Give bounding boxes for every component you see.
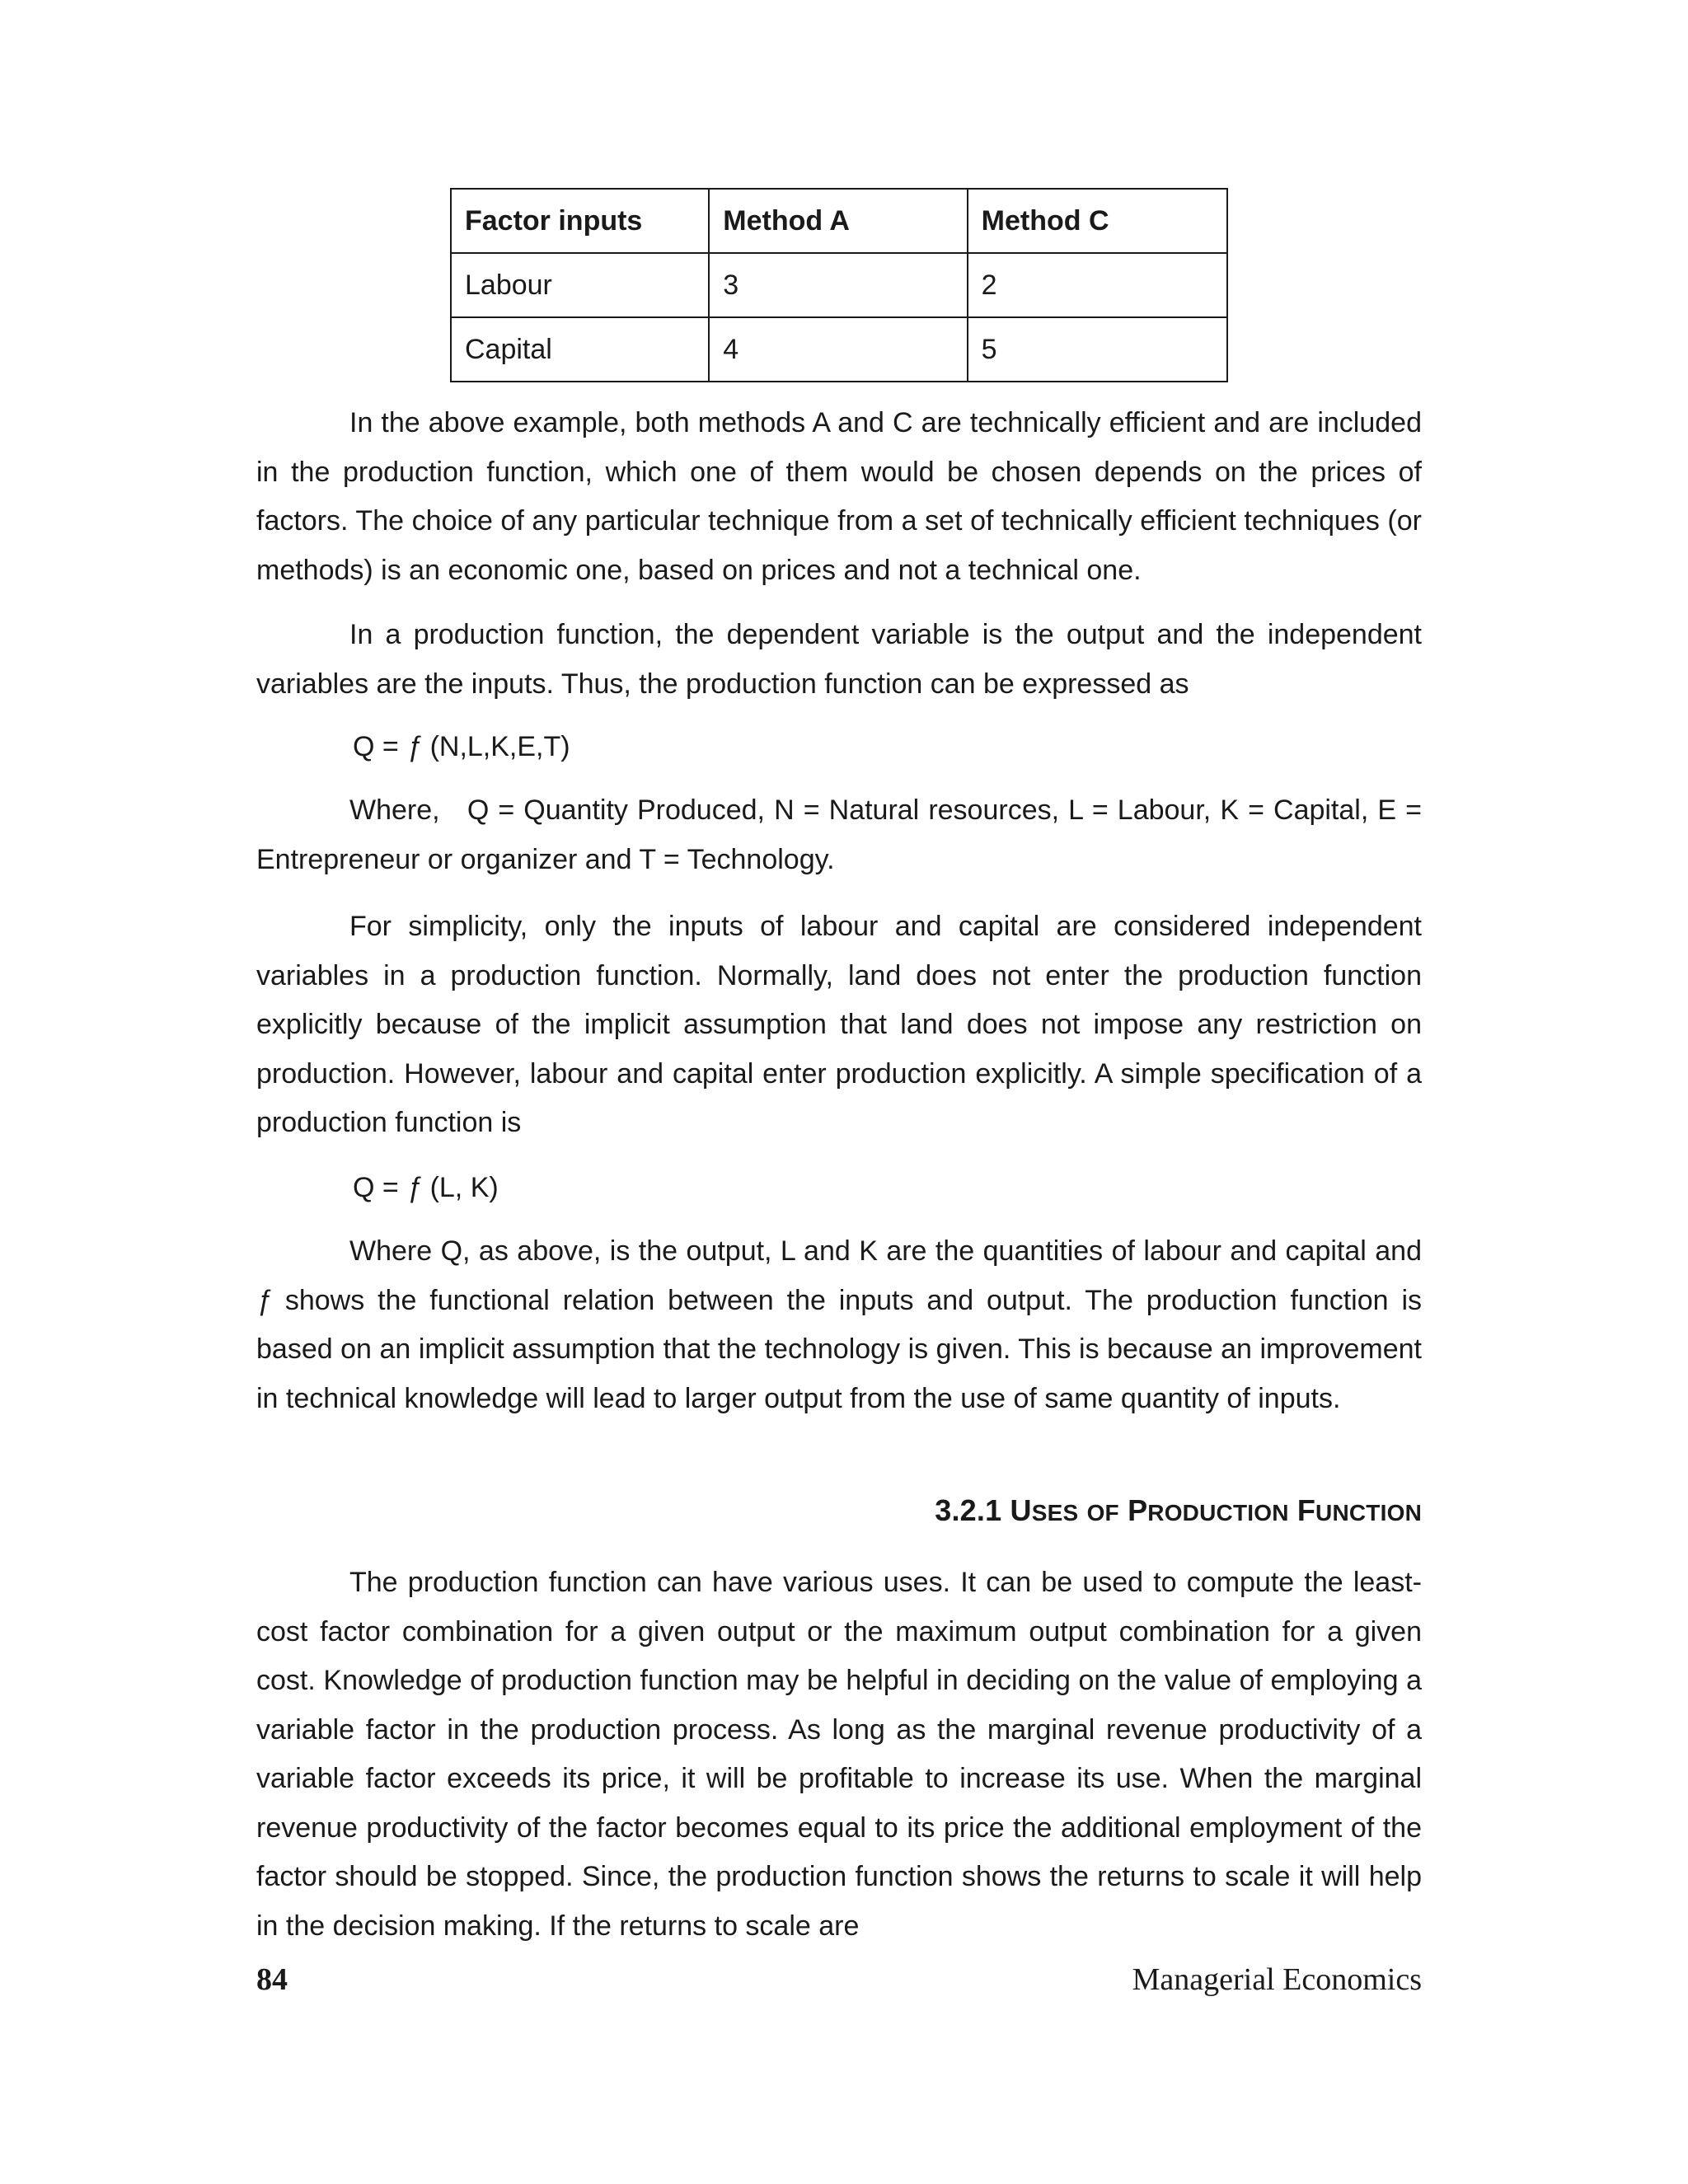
paragraph-text: The production function can have various uses. It can be used to compute the least-cost factor combination for a given output or the maximum output combination for a given cost. Knowledge of production function may be helpful in deciding on the value of employing a variable factor in the production process. As long as the marginal revenue productivity of a variable factor exceeds its price, it will be profitable to increase its use. When the marginal revenue productivity of the factor becomes equal to its price the additional employment of the factor should be stopped. Since, the production function shows the returns to scale it will help in the decision making. If the returns to scale are <box>256 1567 1422 1942</box>
paragraph-dependent-variable <box>256 611 1422 709</box>
paragraph-text: For simplicity, only the inputs of labour and capital are considered independent variables in a production function. Normally, land does not enter the production function explicitly because of the implicit assumption that land does not impose any restriction on production. However, labour and capital enter production explicitly. A simple specification of a production function is <box>256 911 1422 1138</box>
table-header-row <box>451 189 1227 253</box>
equation-lhs: Q = <box>353 1172 407 1203</box>
paragraph-segment: Where Q, as above, is the output, L and K are the quantities of labour and capital and <box>349 1235 1422 1267</box>
table-cell: Labour <box>451 253 709 317</box>
equation-lhs: Q = <box>353 731 407 762</box>
function-symbol: ƒ <box>406 731 423 762</box>
paragraph-segment: shows the functional relation between the inputs and output. The production function is based on an implicit assumption that the technology is given. This is because an improvement in technical knowledge will lead to larger output from the use of same quantity of inputs. <box>256 1284 1422 1414</box>
table-row <box>451 253 1227 317</box>
page-number: 84 <box>256 1962 288 1997</box>
paragraph-text: In the above example, both methods A and C are technically efficient and are included in the production function, which one of them would be chosen depends on the prices of factors. The choice of any particular technique from a set of technically efficient techniques (or methods) is an economic one, based on prices and not a technical one. <box>256 407 1422 586</box>
table-cell: 2 <box>968 253 1227 317</box>
paragraph-variable-definitions <box>256 786 1430 884</box>
section-heading <box>935 1493 1422 1528</box>
section-number: 3.2.1 <box>935 1493 1002 1527</box>
heading-letter: U <box>1010 1493 1032 1527</box>
equation-arguments: (L, K) <box>422 1172 499 1203</box>
table-header-cell: Method A <box>709 189 967 253</box>
function-symbol: ƒ <box>406 1172 423 1203</box>
equation-arguments: (N,L,K,E,T) <box>422 731 570 762</box>
paragraph-uses <box>256 1558 1422 1951</box>
equation-simple-production-function <box>353 1164 499 1213</box>
heading-smallcaps: RODUCTION <box>1147 1500 1289 1526</box>
paragraph-text <box>256 1227 1422 1423</box>
table-cell: 4 <box>709 317 967 382</box>
function-symbol: ƒ <box>256 1284 272 1316</box>
paragraph-functional-relation <box>256 1227 1422 1423</box>
table-cell: 3 <box>709 253 967 317</box>
table-cell: Capital <box>451 317 709 382</box>
paragraph-methods-efficiency <box>256 399 1422 595</box>
table-row <box>451 317 1227 382</box>
table-header-cell: Method C <box>968 189 1227 253</box>
factor-inputs-table <box>450 188 1228 382</box>
paragraph-text: In a production function, the dependent variable is the output and the independent variables are the inputs. Thus, the production function can be expressed as <box>256 619 1422 700</box>
heading-smallcaps: SES <box>1031 1500 1079 1526</box>
table-cell: 5 <box>968 317 1227 382</box>
book-title: Managerial Economics <box>1132 1962 1422 1997</box>
table-header-cell: Factor inputs <box>451 189 709 253</box>
heading-letter: F <box>1296 1493 1316 1527</box>
paragraph-text: Where, Q = Quantity Produced, N = Natural resources, L = Labour, K = Capital, E = Entrepreneur or organizer and T = Technology. <box>256 794 1430 875</box>
heading-smallcaps: OF <box>1086 1500 1119 1526</box>
heading-letter: P <box>1128 1493 1148 1527</box>
equation-full-production-function <box>353 723 570 772</box>
paragraph-simplicity <box>256 902 1422 1148</box>
heading-smallcaps: UNCTION <box>1315 1500 1422 1526</box>
